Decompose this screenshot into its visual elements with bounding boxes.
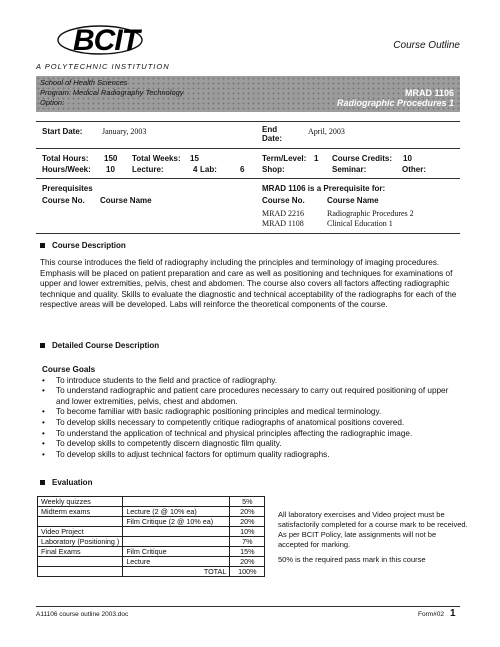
hours-week-label: Hours/Week:	[42, 165, 91, 174]
course-title: Radiographic Procedures 1	[336, 98, 454, 108]
term-value: 1	[314, 154, 319, 163]
credits-label: Course Credits:	[332, 154, 393, 163]
lecture-value: 4	[193, 165, 198, 174]
table-row: Film Critique (2 @ 10% ea) 20%	[38, 517, 265, 527]
total-hours-label: Total Hours:	[42, 154, 89, 163]
goal-item: • To understand the application of technical and physical principles affecting the radiographic image.	[42, 429, 462, 440]
start-date-value: January, 2003	[102, 127, 147, 136]
start-date-label: Start Date:	[42, 127, 83, 136]
table-row: Weekly quizzes 5%	[38, 497, 265, 507]
lab-label: Lab:	[200, 165, 217, 174]
program-name: Program: Medical Radiography Technology	[40, 88, 184, 97]
other-label: Other:	[402, 165, 426, 174]
lecture-label: Lecture:	[132, 165, 164, 174]
prereq-course-1-no: MRAD 2216	[262, 209, 305, 218]
prereq-course-2-name: Clinical Education 1	[327, 219, 393, 228]
course-goals	[42, 365, 462, 460]
description-heading: Course Description	[40, 241, 126, 250]
footer-file: A11106 course outline 2003.doc	[36, 611, 129, 618]
end-date-label: End	[262, 125, 278, 134]
footer-form: Form#02	[418, 611, 445, 618]
goals-heading: Course Goals	[42, 365, 96, 374]
table-row: Midterm exams Lecture (2 @ 10% ea) 20%	[38, 507, 265, 517]
total-hours-value: 150	[104, 154, 118, 163]
goal-item: • To develop skills to adjust technical factors for optimum quality radiographs.	[42, 450, 462, 461]
prereq-for-title: MRAD 1106 is a Prerequisite for:	[262, 184, 386, 193]
hours-week-value: 10	[106, 165, 115, 174]
detailed-heading: Detailed Course Description	[40, 341, 159, 350]
table-row: Lecture 20%	[38, 557, 265, 567]
course-header-bar	[36, 76, 460, 112]
goal-item: • To introduce students to the field and practice of radiography.	[42, 376, 462, 387]
divider	[36, 233, 460, 234]
table-row: Laboratory (Positioning ) 7%	[38, 537, 265, 547]
table-row: Video Project 10%	[38, 527, 265, 537]
table-row: Final Exams Film Critique 15%	[38, 547, 265, 557]
prereq-course-no: Course No.	[42, 196, 85, 205]
goal-item: • To become familiar with basic radiographic positioning principles and medical terminology.	[42, 407, 462, 418]
end-date-label-2: Date:	[262, 134, 283, 143]
divider	[36, 606, 460, 607]
bcit-logo	[55, 18, 145, 60]
divider	[36, 148, 460, 149]
credits-value: 10	[403, 154, 412, 163]
evaluation-note: All laboratory exercises and Video project must be satisfactorily completed for a course mark to be received. As per BCIT Policy, late assignments will not be accepted for marking.	[278, 510, 468, 549]
logo-text: BCIT	[73, 24, 139, 57]
prereq-title: Prerequisites	[42, 184, 93, 193]
prereq-course-1-name: Radiographic Procedures 2	[327, 209, 414, 218]
total-weeks-value: 15	[190, 154, 199, 163]
seminar-label: Seminar:	[332, 165, 367, 174]
end-date-value: April, 2003	[308, 127, 345, 136]
prereq-course-2-no: MRAD 1108	[262, 219, 304, 228]
goal-item: • To develop skills to competently discern diagnostic film quality.	[42, 439, 462, 450]
table-row: TOTAL 100%	[38, 567, 265, 577]
page-number: 1	[450, 608, 456, 619]
term-label: Term/Level:	[262, 154, 307, 163]
divider	[36, 121, 460, 122]
description-text: This course introduces the field of radiography including the principles and terminology of imaging procedures. Emphasis will be placed on patient preparation and care as well as positioning and techniques for examinations of upper and lower extremities, pelvis, chest and abdomen. The course also covers all factors affecting radiographic technique and quality. Skills to evaluate the diagnostic and technical acceptability of the radiographs for each of the respective areas will be developed. Labs will reinforce the theoretical components of the course.	[40, 258, 457, 310]
lab-value: 6	[240, 165, 245, 174]
prereq-course-name: Course Name	[100, 196, 152, 205]
shop-label: Shop:	[262, 165, 285, 174]
goal-item: • To develop skills necessary to competently critique radiographs of anatomical positions covered.	[42, 418, 462, 429]
prereq-for-course-no: Course No.	[262, 196, 305, 205]
evaluation-heading: Evaluation	[40, 478, 92, 487]
school-name: School of Health Sciences	[40, 78, 128, 87]
pass-mark-note: 50% is the required pass mark in this course	[278, 555, 426, 564]
total-weeks-label: Total Weeks:	[132, 154, 181, 163]
prereq-for-course-name: Course Name	[327, 196, 379, 205]
divider	[36, 178, 460, 179]
evaluation-table	[37, 496, 265, 577]
goal-item: • To understand radiographic and patient care procedures necessary to carry out required positioning of upper and lower extremities, pelvis, chest and abdomen.	[42, 386, 462, 407]
doc-type: Course Outline	[393, 40, 460, 51]
option-label: Option:	[40, 98, 65, 107]
tagline: A POLYTECHNIC INSTITUTION	[36, 62, 170, 71]
course-code: MRAD 1106	[404, 88, 454, 98]
